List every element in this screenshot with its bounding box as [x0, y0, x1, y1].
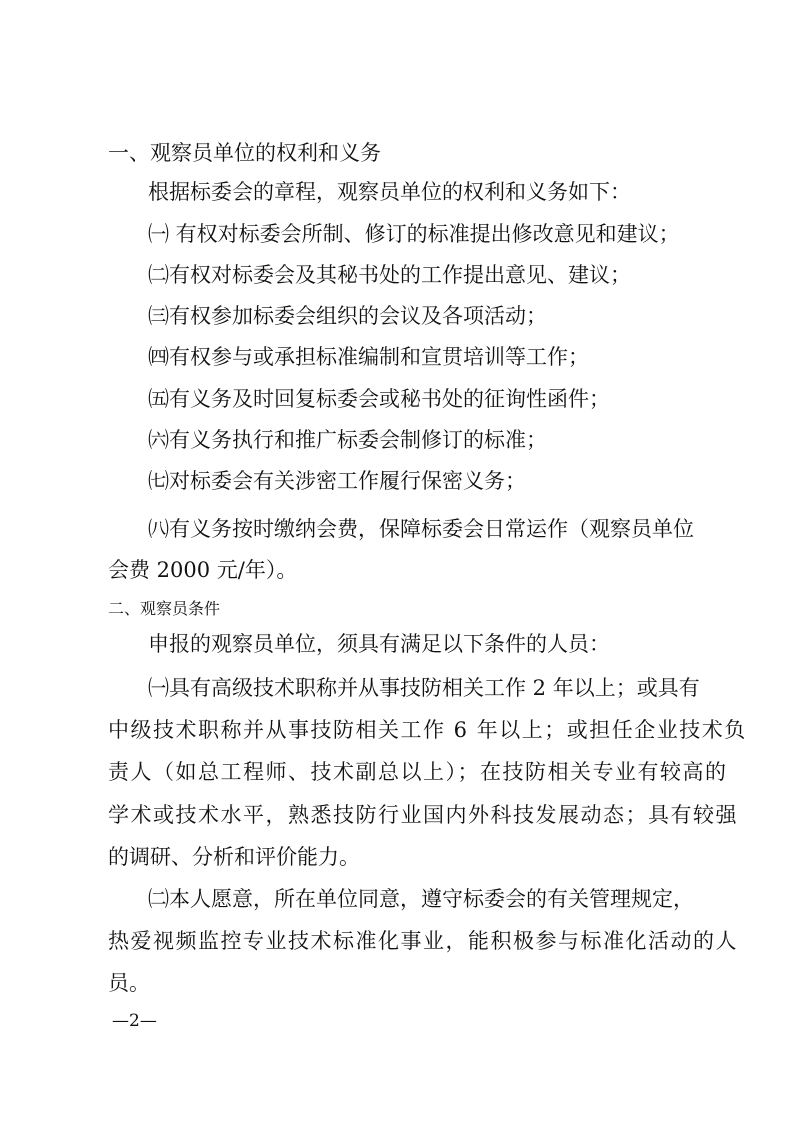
section2-item-1-line-4: 学术或技术水平，熟悉技防行业国内外科技发展动态；具有较强: [108, 803, 738, 827]
section2-item-2-line-1: ㈡本人愿意，所在单位同意，遵守标委会的有关管理规定，: [148, 887, 694, 911]
section1-item-6: ㈥有义务执行和推广标委会制修订的标准；: [148, 428, 547, 452]
section2-heading: 二、观察员条件: [108, 599, 221, 618]
section1-item-8-line-2: 会费 2000 元/年）。: [108, 558, 298, 582]
section2-item-2-line-2: 热爱视频监控专业技术标准化事业，能积极参与标准化活动的人: [108, 929, 738, 953]
section1-item-4: ㈣有权参与或承担标准编制和宣贯培训等工作；: [148, 345, 589, 369]
section2-item-1-line-2: 中级技术职称并从事技防相关工作 6 年以上；或担任企业技术负: [108, 718, 747, 742]
section2-item-1-line-3: 责人（如总工程师、技术副总以上）；在技防相关专业有较高的: [108, 760, 728, 784]
section2-intro: 申报的观察员单位，须具有满足以下条件的人员：: [148, 632, 610, 656]
section2-item-1-line-5: 的调研、分析和评价能力。: [108, 845, 360, 869]
section1-heading: 一、观察员单位的权利和义务: [108, 141, 381, 165]
page-number: —2—: [112, 1011, 157, 1031]
section1-item-2: ㈡有权对标委会及其秘书处的工作提出意见、建议；: [148, 263, 631, 287]
section2-item-2-line-3: 员。: [108, 971, 150, 995]
section1-item-5: ㈤有义务及时回复标委会或秘书处的征询性函件；: [148, 387, 610, 411]
section1-item-8-line-1: ㈧有义务按时缴纳会费，保障标委会日常运作（观察员单位: [148, 517, 694, 541]
section1-item-1: ㈠ 有权对标委会所制、修订的标准提出修改意见和建议；: [148, 222, 680, 246]
section1-item-3: ㈢有权参加标委会组织的会议及各项活动；: [148, 304, 547, 328]
section1-intro: 根据标委会的章程，观察员单位的权利和义务如下：: [148, 180, 631, 204]
section2-item-1-line-1: ㈠具有高级技术职称并从事技防相关工作 2 年以上；或具有: [148, 676, 700, 700]
section1-item-7: ㈦对标委会有关涉密工作履行保密义务；: [148, 469, 526, 493]
